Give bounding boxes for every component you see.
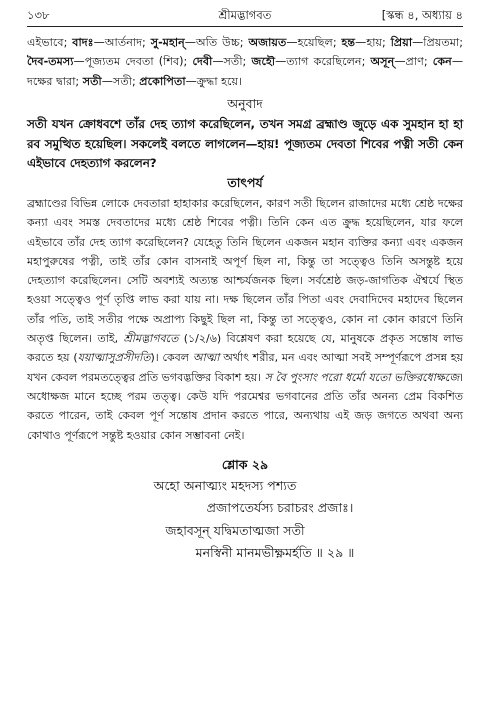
synonym-word: এইভাবে; — [27, 36, 68, 49]
synonym-word: প্রিয়া — [390, 36, 413, 49]
synonym-meaning: —ক্রুদ্ধা হয়ে। — [185, 74, 243, 88]
synonym-word: জহৌ — [251, 55, 276, 69]
synonym-meaning: —প্রাণ; — [394, 55, 433, 69]
translation-text: সতী যখন ক্রোধবশে তাঁর দেহ ত্যাগ করেছিলেন, তখন সমগ্র ব্রহ্মাণ্ড জুড়ে এক সুমহান হা হা রব সমুত্থিত হয়েছিল। সকলেই বলতে লাগলেন—হায়! পূজ্যতম দেবতা শিবের পত্নী সতী কেন এইভাবে দেহত্যাগ করলেন? — [27, 117, 463, 171]
synonym-word: দেবী — [192, 55, 213, 69]
synonym-meaning: —সতী; — [212, 55, 252, 69]
synonym-meaning: —আর্তনাদ; — [93, 36, 151, 49]
purport-text — [27, 194, 463, 445]
purport-part-3: )। কেবল — [150, 351, 193, 365]
synonym-word: অসূন্ — [370, 55, 395, 69]
word-for-word-synonyms — [27, 33, 463, 91]
purport-part-2: (১/২/৬) বিশ্লেষণ করা হয়েছে যে, মানুষকে প্রকৃত সন্তোষ লাভ করতে হয় ( — [27, 332, 463, 365]
synonym-word: সু-মহান্ — [150, 36, 185, 49]
header-divider — [27, 26, 463, 27]
synonym-meaning: —প্রিয়তমা; — [412, 36, 464, 49]
translation-heading: অনুবাদ — [227, 96, 263, 112]
section-reference: [স্কন্ধ ৪, অধ্যায় ৪ — [381, 8, 463, 22]
purport-sanskrit-word: আত্মা — [192, 351, 220, 365]
verse-line-3: জহাবসূন্ যদ্বিমতাত্মজা সতী — [165, 522, 305, 538]
synonym-meaning: —হয়েছিল; — [286, 36, 342, 49]
purport-sanskrit-quote: যয়াত্মাসুপ্রসীদতি — [77, 351, 151, 365]
synonym-meaning: —সতী; — [101, 74, 140, 88]
verse-line-1: অহো অনাত্ম্যং মহদস্য পশ্যত — [153, 477, 297, 493]
verse-line-2: প্রজাপতের্যস্য চরাচরং প্রজাঃ। — [206, 500, 354, 516]
purport-book-reference: শ্রীমদ্ভাগবতে — [123, 332, 179, 346]
synonym-meaning: —অতি উচ্চ; — [184, 36, 249, 49]
synonym-meaning: —ত্যাগ করেছিলেন; — [275, 55, 371, 69]
synonym-word: দৈব-তমস্য — [27, 55, 74, 69]
synonym-meaning: —দক্ষের দ্বারা; — [27, 55, 464, 88]
purport-part-5: । অধোক্ষজ মানে হচ্ছে পরম তত্ত্ব। কেউ যদি পরমেশ্বর ভগবানের প্রতি তাঁর অনন্য প্রেম বিকশিত করতে পারেন, তাই কেবল পূর্ণ সন্তোষ প্রদান করতে পারে, অন্যথায় এই জড় জগতে অথবা অন্য কোথাও পূর্ণরূপে সন্তুষ্ট হওয়ার কোন সম্ভাবনা নেই। — [27, 370, 464, 442]
purport-heading: তাৎপর্য — [227, 175, 263, 190]
purport-part-4: অর্থাৎ শরীর, মন এবং আত্মা সবই সম্পূর্ণরূপে প্রসন্ন হয় যখন কেবল পরমতত্ত্বের প্রতি ভগবদ্ভক্তির বিকাশ হয়। — [27, 351, 463, 384]
synonym-word: হন্ত — [341, 36, 356, 49]
synonym-word: সতী — [82, 74, 102, 88]
book-title: শ্রীমদ্ভাগবত — [218, 8, 272, 22]
synonym-word: প্রকোপিতা — [139, 74, 186, 88]
synonym-meaning: —হায়; — [355, 36, 391, 49]
synonym-word: অজায়ত — [248, 36, 287, 49]
purport-verse-quote: স বৈ পুংসাং পরো ধর্মো যতো ভক্তিরধোক্ষজে — [264, 370, 460, 384]
purport-part-1: ব্রহ্মাণ্ডের বিভিন্ন লোকে দেবতারা হাহাকার করেছিলেন, কারণ সতী ছিলেন রাজাদের মধ্যে শ্রেষ্ঠ দক্ষের কন্যা এবং সমস্ত দেবতাদের মধ্যে শ্রেষ্ঠ শিবের পত্নী। তিনি কেন এত ক্রুদ্ধ হয়েছিলেন, যার ফলে এইভাবে তাঁর দেহ ত্যাগ করেছিলেন? যেহেতু তিনি ছিলেন একজন মহান ব্যক্তির কন্যা এবং একজন মহাপুরুষের পত্নী, তাই তাঁর কোন বাসনাই অপূর্ণ ছিল না, কিন্তু তা সত্ত্বেও তিনি অসন্তুষ্ট হয়ে দেহত্যাগ করেছিলেন। সেটি অবশ্যই অত্যন্ত আশ্চর্যজনক ছিল। সর্বশ্রেষ্ঠ জড়-জাগতিক ঐশ্বর্যে স্থিত হওয়া সত্ত্বেও পূর্ণ তৃপ্তি লাভ করা যায় না। দক্ষ ছিলেন তাঁর পিতা এবং দেবাদিদেব মহাদেব ছিলেন তাঁর পতি, তাই সতীর পক্ষে অপ্রাপ্য কিছুই ছিল না, কিন্তু তা সত্ত্বেও, কোন না কোন কারণে তিনি অতৃপ্ত ছিলেন। তাই, — [27, 197, 463, 346]
synonym-word: বাদঃ — [72, 36, 94, 49]
synonym-meaning: —পূজ্যতম দেবতা (শিব); — [73, 55, 193, 69]
next-verse-text — [27, 475, 463, 565]
next-verse-label: শ্লোক ২৯ — [221, 456, 269, 472]
verse-line-4: মনস্বিনী মানমভীক্ষ্ণমর্হতি ॥ ২৯ ॥ — [195, 545, 355, 561]
page-number: ১৩৮ — [27, 8, 50, 22]
page-header — [27, 6, 463, 24]
synonym-word: কেন — [432, 55, 452, 69]
